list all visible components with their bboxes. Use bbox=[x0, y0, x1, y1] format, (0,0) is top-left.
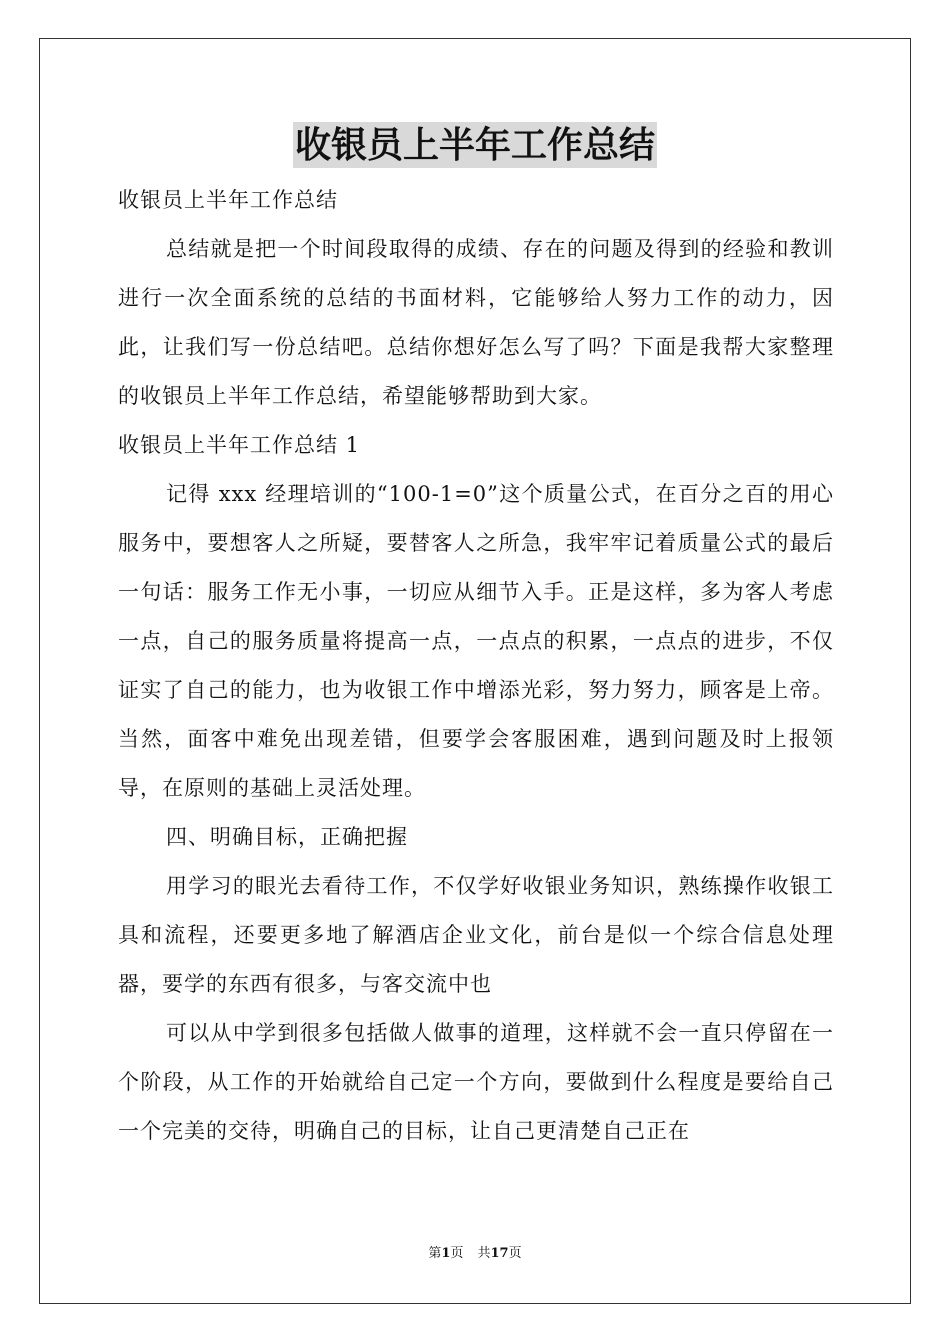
document-title-text: 收银员上半年工作总结 bbox=[294, 124, 655, 166]
paragraph-subtitle: 收银员上半年工作总结 bbox=[118, 188, 338, 212]
paragraph-learning: 用学习的眼光去看待工作，不仅学好收银业务知识，熟练操作收银工具和流程，还要更多地了解酒店企业文化，前台是似一个综合信息处理器，要学的东西有很多，与客交流中也 bbox=[118, 874, 834, 996]
paragraph-intro: 总结就是把一个时间段取得的成绩、存在的问题及得到的经验和教训进行一次全面系统的总结的书面材料，它能够给人努力工作的动力，因此，让我们写一份总结吧。总结你想好怎么写了吗？下面是我帮大家整理的收银员上半年工作总结，希望能够帮助到大家。 bbox=[118, 237, 834, 408]
footer-total-prefix: 共 bbox=[477, 1246, 491, 1261]
paragraph-heading-four: 四、明确目标，正确把握 bbox=[166, 825, 408, 849]
footer-total-suffix: 页 bbox=[508, 1246, 522, 1261]
footer-page-prefix: 第 bbox=[428, 1246, 442, 1261]
paragraph-quality-formula: 记得 xxx 经理培训的“100-1=0”这个质量公式，在百分之百的用心服务中，要想客人之所疑，要替客人之所急，我牢牢记着质量公式的最后一句话：服务工作无小事，一切应从细节入手。正是这样，多为客人考虑一点，自己的服务质量将提高一点，一点点的积累，一点点的进步，不仅证实了自己的能力，也为收银工作中增添光彩，努力努力，顾客是上帝。当然，面客中难免出现差错，但要学会客服困难，遇到问题及时上报领导，在原则的基础上灵活处理。 bbox=[118, 482, 834, 800]
footer-page-suffix: 页 bbox=[450, 1246, 464, 1261]
document-body bbox=[118, 176, 834, 1156]
document-title bbox=[0, 122, 950, 172]
paragraph-section-heading: 收银员上半年工作总结 1 bbox=[118, 433, 361, 457]
footer-page-number: 1 bbox=[441, 1246, 451, 1261]
footer-total-pages: 17 bbox=[490, 1246, 509, 1261]
paragraph-goals: 可以从中学到很多包括做人做事的道理，这样就不会一直只停留在一个阶段，从工作的开始就给自己定一个方向，要做到什么程度是要给自己一个完美的交待，明确自己的目标，让自己更清楚自己正在 bbox=[118, 1021, 834, 1143]
page-footer bbox=[0, 1244, 950, 1264]
